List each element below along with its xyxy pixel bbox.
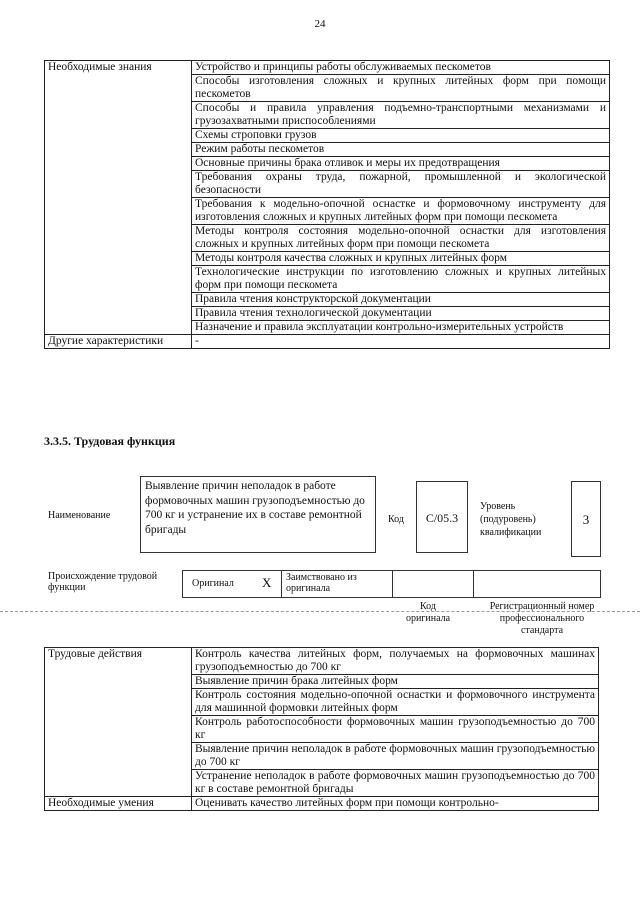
section-title: 3.3.5. Трудовая функция [44,434,176,448]
code-caption: Код оригинала [405,601,451,624]
actions-label: Трудовые действия [45,648,192,797]
knowledge-item: Методы контроля состояния модельно-опочной оснастки для изготовления сложных и крупных литейных форм при помощи пескомета [192,225,610,252]
knowledge-item: Технологические инструкции по изготовлению сложных и крупных литейных форм при помощи пескомета [192,266,610,293]
knowledge-item: Правила чтения технологической документации [192,307,610,321]
divider [392,570,393,598]
knowledge-item: Методы контроля качества сложных и крупных литейных форм [192,252,610,266]
knowledge-item: Способы и правила управления подъемно-транспортными механизмами и грузозахватными приспособлениями [192,102,610,129]
knowledge-item: Требования охраны труда, пожарной, промышленной и экологической безопасности [192,171,610,198]
knowledge-item: Назначение и правила эксплуатации контрольно-измерительных устройств [192,321,610,335]
skills-label: Необходимые умения [45,797,192,811]
level-value: 3 [571,481,601,557]
labor-table [44,647,599,811]
original-mark: X [262,575,272,590]
divider [281,570,282,598]
divider [473,570,474,598]
origin-label: Происхождение трудовой функции [48,571,158,593]
skill-item: Оценивать качество литейных форм при помощи контрольно- [192,797,599,811]
function-name: Выявление причин неполадок в работе формовочных машин грузоподъемностью до 700 кг и устранение их в составе ремонтной бригады [140,476,376,553]
table-row [45,648,599,675]
page-divider [0,611,640,612]
original-label: Оригинал [192,578,234,589]
action-item: Выявление причин неполадок в работе формовочных машин грузоподъемностью до 700 кг [192,743,599,770]
code-label: Код [388,514,404,525]
page-number: 24 [314,18,326,30]
knowledge-item: Устройство и принципы работы обслуживаемых пескометов [192,61,610,75]
knowledge-label: Необходимые знания [45,61,192,335]
action-item: Выявление причин брака литейных форм [192,675,599,689]
level-label: Уровень (подуровень) квалификации [480,501,542,538]
action-item: Контроль работоспособности формовочных машин грузоподъемностью до 700 кг [192,716,599,743]
table-row [45,61,610,75]
action-item: Контроль состояния модельно-опочной оснастки и формовочного инструмента для машинной формовки литейных форм [192,689,599,716]
borrowed-label: Заимствовано из оригинала [286,572,357,594]
action-item: Контроль качества литейных форм, получаемых на формовочных машинах грузоподъемностью до 700 кг [192,648,599,675]
knowledge-table [44,60,610,349]
knowledge-item: Основные причины брака отливок и меры их предотвращения [192,157,610,171]
knowledge-item: Требования к модельно-опочной оснастке и формовочному инструменту для изготовления сложных и крупных литейных форм при помощи пескомета [192,198,610,225]
name-label: Наименование [48,510,111,521]
knowledge-item: Режим работы пескометов [192,143,610,157]
knowledge-item: Способы изготовления сложных и крупных литейных форм при помощи пескометов [192,75,610,102]
code-value: С/05.3 [416,481,468,553]
other-label: Другие характеристики [45,335,192,349]
knowledge-item: Схемы строповки грузов [192,129,610,143]
action-item: Устранение неполадок в работе формовочных машин грузоподъемностью до 700 кг в составе ремонтной бригады [192,770,599,797]
other-value: - [192,335,610,349]
reg-caption: Регистрационный номер профессионального стандарта [489,601,595,636]
knowledge-item: Правила чтения конструкторской документации [192,293,610,307]
